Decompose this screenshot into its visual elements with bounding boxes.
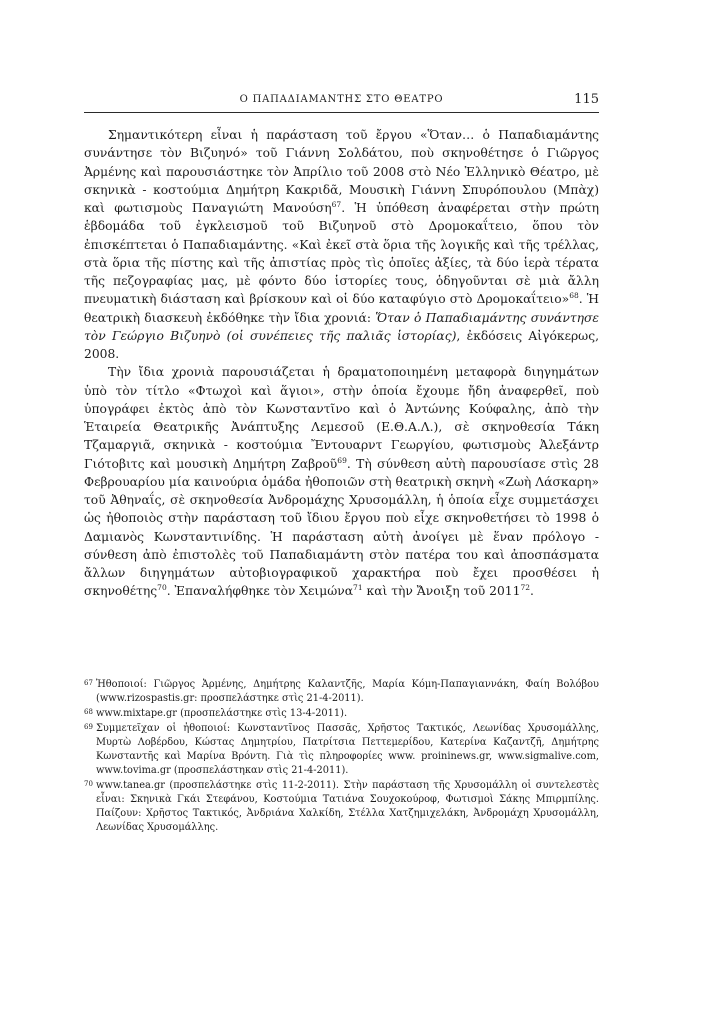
- text-run: , ἐκδόσεις Αἰγόκερως, 2008.: [84, 328, 599, 361]
- footnote-ref: 68: [569, 291, 579, 301]
- main-text: [84, 126, 599, 601]
- running-title: Ο ΠΑΠΑΔΙΑΜΑΝΤΗΣ ΣΤΟ ΘΕΑΤΡΟ: [239, 94, 444, 105]
- footnote-text: www.tanea.gr (προσπελάστηκε στὶς 11-2-2011). Στὴν παράσταση τῆς Χρυσομάλλη οἱ συντελεστὲς εἶναι: Σκηνικὰ Γκάι Στεφάνου, Κοστούμια Τατιάνα Σουχοκούροφ, Φωτισμοὶ Σάκης Μπιρμπίλης. Παίζουν: Χρῆστος Τακτικός, Ἀνδριάνα Χαλκίδη, Στέλλα Χατζημιχελάκη, Ἀνδρομάχη Χρυσομάλλη, Λεωνίδας Χρυσομάλλης.: [96, 780, 599, 833]
- footnote-ref: 71: [353, 583, 363, 593]
- text-run: Σημαντικότερη εἶναι ἡ παράσταση τοῦ ἔργου «Ὅταν… ὁ Παπαδιαμάντης συνάντησε τὸν Βιζυηνό» τοῦ Γιάννη Σολδάτου, ποὺ σκηνοθέτησε ὁ Γιῶργος Ἀρμένης καὶ παρουσιάστηκε τὸν Ἀπρίλιο τοῦ 2008 στὸ Νέο Ἑλληνικὸ Θέατρο, μὲ σκηνικὰ - κοστούμια Δημήτρη Κακριδᾶ, Μουσικὴ Γιάννη Σπυρόπουλου (Μπὰχ) καὶ φωτισμοὺς Παναγιώτη Μανούση: [84, 128, 599, 215]
- footnote-ref: 69: [337, 455, 347, 465]
- footnote-number: 67: [84, 679, 93, 687]
- footnote-number: 70: [84, 780, 93, 788]
- footnote: [84, 779, 599, 835]
- text-run: . Ἡ ὑπόθεση ἀναφέρεται στὴν πρώτη ἑβδομάδα τοῦ ἐγκλεισμοῦ τοῦ Βιζυηνοῦ στὸ Δρομοκαΐτειο, ὅπου τὸν ἐπισκέπτεται ὁ Παπαδιαμάντης. «Καὶ ἐκεῖ στὰ ὅρια τῆς λογικῆς καὶ τῆς τρέλλας, στὰ ὅρια τῆς πίστης καὶ τῆς ἀπιστίας πρὸς τὶς ὁποῖες ἀξίες, τὰ δύο ἱερὰ τέρατα τῆς πεζογραφίας μας, μὲ φόντο δύο ἱστορίες τους, ὁδηγοῦνται σὲ μιὰ ἄλλη πνευματικὴ διάσταση καὶ βρίσκουν καὶ οἱ δύο καταφύγιο στὸ Δρομοκαΐτειο»: [84, 201, 600, 307]
- running-header: [84, 94, 599, 113]
- text-run: καὶ τὴν Ἄνοιξη τοῦ 2011: [362, 584, 521, 599]
- footnote: [84, 722, 599, 778]
- text-run: . Ἡ θεατρικὴ διασκευὴ ἐκδόθηκε τὴν ἴδια χρονιά:: [84, 292, 599, 325]
- text-run: . Ἐπαναλήφθηκε τὸν Χειμώνα: [166, 584, 354, 599]
- footnotes: [84, 678, 599, 836]
- footnote-text: www.mixtape.gr (προσπελάστηκε στὶς 13-4-2011).: [96, 708, 348, 719]
- book-title: Ὅταν ὁ Παπαδιαμάντης συνάντησε τὸν Γεώργιο Βιζυηνὸ (οἱ συνέπειες τῆς παλιᾶς ἱστορίας): [84, 310, 599, 343]
- footnote-number: 68: [84, 708, 93, 716]
- footnote: [84, 707, 599, 721]
- footnote-ref: 72: [520, 583, 530, 593]
- footnote-ref: 70: [157, 583, 167, 593]
- text-run: Τὴν ἴδια χρονιὰ παρουσιάζεται ἡ δραματοποιημένη μεταφορὰ διηγημάτων ὑπὸ τὸν τίτλο «Φτωχοὶ καὶ ἅγιοι», στὴν ὁποία ἔχουμε ἤδη ἀναφερθεῖ, ποὺ ὑπογράφει ἐκτὸς ἀπὸ τὸν Κωνσταντῖνο καὶ ὁ Ἀντώνης Κούφαλης, ἀπὸ τὴν Ἑταιρεία Θεατρικῆς Ἀνάπτυξης Λεμεσοῦ (Ε.Θ.Α.Λ.), σὲ σκηνοθεσία Τάκη Τζαμαργιᾶ, σκηνικὰ - κοστούμια Ἔντουαρντ Γεωργίου, φωτισμοὺς Ἀλεξάντρ Γιότοβιτς καὶ μουσικὴ Δημήτρη Ζαβροῦ: [84, 365, 599, 471]
- footnote-text: Συμμετεῖχαν οἱ ἠθοποιοί: Κωνσταντῖνος Πασσᾶς, Χρῆστος Τακτικός, Λεωνίδας Χρυσομάλλης, Μυρτὼ Λοβέρδου, Κώστας Δημητρίου, Πατρίτσια Πεττεμερίδου, Κατερίνα Καζαντζῆ, Δημήτρης Κωνσταντῆς καὶ Μαρίνα Βρόντη. Γιὰ τὶς πληροφορίες www. proininews.gr, www.sigmalive.com, www.tovima.gr (προσπελάστηκαν στὶς 21-4-2011).: [96, 723, 599, 776]
- paragraph: [84, 126, 599, 363]
- footnote-text: Ἠθοποιοί: Γιῶργος Ἀρμένης, Δημήτρης Καλαντζῆς, Μαρία Κόμη-Παπαγιαννάκη, Φαίη Βολόβου (www.rizospastis.gr: προσπελάστηκε στὶς 21-4-2011).: [96, 679, 599, 704]
- footnote: [84, 678, 599, 706]
- footnote-number: 69: [84, 723, 93, 731]
- text-run: .: [529, 584, 534, 599]
- footnote-ref: 67: [331, 200, 342, 209]
- text-run: . Τὴ σύνθεση αὐτὴ παρουσίασε στὶς 28 Φεβρουαρίου μία καινούρια ὁμάδα ἠθοποιῶν στὴ θεατρικὴ σκηνὴ «Ζωὴ Λάσκαρη» τοῦ Ἀθηναΐς, σὲ σκηνοθεσία Ἀνδρομάχης Χρυσομάλλη, ἡ ὁποία εἶχε συμμετάσχει ὡς ἠθοποιὸς στὴν παράσταση τοῦ ἴδιου ἔργου ποὺ εἶχε σκηνοθετήσει τὸ 1998 ὁ Δαμιανὸς Κωνσταντινίδης. Ἡ παράσταση αὐτὴ ἀνοίγει μὲ ἕναν πρόλογο - σύνθεση ἀπὸ ἐπιστολὲς τοῦ Παπαδιαμάντη στὸν πατέρα του καὶ ἀποσπάσματα ἄλλων διηγημάτων αὐτοβιογραφικοῦ χαρακτήρα ποὺ ἔχει προσθέσει ἡ σκηνοθέτης: [84, 456, 600, 599]
- paragraph: [84, 363, 599, 600]
- page-number: 115: [574, 92, 599, 107]
